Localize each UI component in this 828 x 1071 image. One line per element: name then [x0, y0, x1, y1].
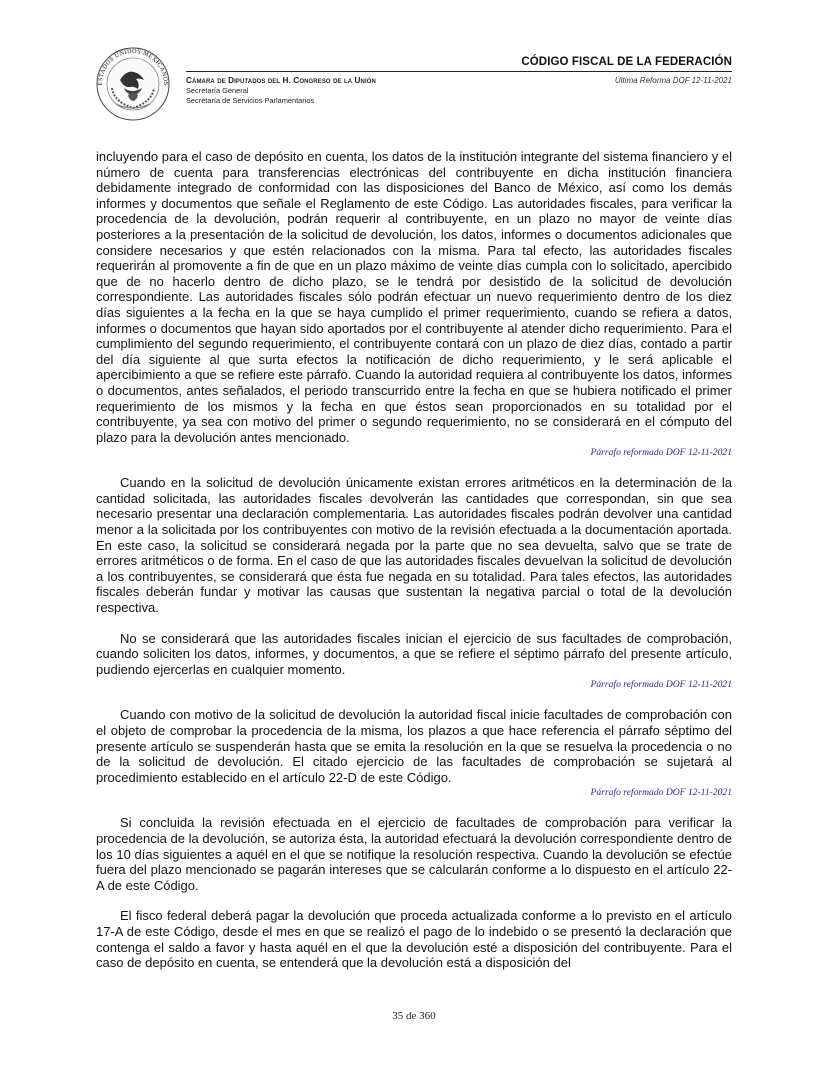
document-title: CÓDIGO FISCAL DE LA FEDERACIÓN [521, 56, 732, 68]
paragraph: incluyendo para el caso de depósito en cuenta, los datos de la institución integrante del sistema financiero y el número de cuenta para transferencias electrónicas del contribuyente en dicha institución financiera debidamente integrado de conformidad con las disposiciones del Banco de México, así como los demás informes y documentos que señale el Reglamento de este Código. Las autoridades fiscales, para verificar la procedencia de la devolución, podrán requerir al contribuyente, en un plazo no mayor de veinte días posteriores a la presentación de la solicitud de devolución, los datos, informes o documentos adicionales que considere necesarios y que estén relacionados con la misma. Para tal efecto, las autoridades fiscales requerirán al promovente a fin de que en un plazo máximo de veinte días cumpla con lo solicitado, apercibido que de no hacerlo dentro de dicho plazo, se le tendrá por desistido de la solicitud de devolución correspondiente. Las autoridades fiscales sólo podrán efectuar un nuevo requerimiento dentro de los diez días siguientes a la fecha en la que se haya cumplido el primer requerimiento, cuando se refiera a datos, informes o documentos que hayan sido aportados por el contribuyente al atender dicho requerimiento. Para el cumplimiento del segundo requerimiento, el contribuyente contará con un plazo de diez días, contado a partir del día siguiente al que surta efectos la notificación de dicho requerimiento, y le será aplicable el apercibimiento a que se refiere este párrafo. Cuando la autoridad requiera al contribuyente los datos, informes o documentos, antes señalados, el periodo transcurrido entre la fecha en que se hubiera notificado el primer requerimiento de los mismos y la fecha en que éstos sean proporcionados en su totalidad por el contribuyente, ya sea con motivo del primer o segundo requerimiento, no se considerará en el cómputo del plazo para la devolución antes mencionado. [96, 149, 732, 445]
paragraph: Cuando con motivo de la solicitud de devolución la autoridad fiscal inicie facultades de comprobación con el objeto de comprobar la procedencia de la misma, los plazos a que hace referencia el párrafo séptimo del presente artículo se suspenderán hasta que se emita la resolución en la que se resuelva la procedencia o no de la solicitud de devolución. El citado ejercicio de las facultades de comprobación se sujetará al procedimiento establecido en el artículo 22-D de este Código. [96, 707, 732, 785]
document-body [96, 149, 732, 971]
header-divider [186, 71, 732, 72]
reform-note: Párrafo reformado DOF 12-11-2021 [590, 447, 732, 459]
paragraph: No se considerará que las autoridades fiscales inician el ejercicio de sus facultades de comprobación, cuando soliciten los datos, informes, y documentos, a que se refiere el séptimo párrafo del presente artículo, pudiendo ejercerlas en cualquier momento. [96, 630, 732, 677]
page-number: 35 de 360 [392, 1010, 436, 1022]
department-parliamentary-services: Secretaría de Servicios Parlamentarios [186, 96, 315, 105]
svg-text:ESTADOS UNIDOS MEXICANOS: ESTADOS UNIDOS MEXICANOS [96, 47, 170, 86]
reform-note: Párrafo reformado DOF 12-11-2021 [590, 679, 732, 691]
paragraph: Si concluida la revisión efectuada en el ejercicio de facultades de comprobación para verificar la procedencia de la devolución, se autoriza ésta, la autoridad efectuará la devolución correspondiente dentro de los 10 días siguientes a aquél en el que se notifique la resolución respectiva. Cuando la devolución se efectúe fuera del plazo mencionado se pagarán intereses que se calcularán conforme a lo dispuesto en el artículo 22-A de este Código. [96, 815, 732, 893]
coat-of-arms-seal-icon [94, 44, 172, 122]
reform-note: Párrafo reformado DOF 12-11-2021 [590, 787, 732, 799]
department-general: Secretaría General [186, 86, 249, 95]
issuing-body [186, 76, 376, 106]
paragraph: El fisco federal deberá pagar la devolución que proceda actualizada conforme a lo previsto en el artículo 17-A de este Código, desde el mes en que se realizó el pago de lo indebido o se presentó la declaración que contenga el saldo a favor y hasta aquél en el que la devolución esté a disposición del contribuyente. Para el caso de depósito en cuenta, se entenderá que la devolución está a disposición del [96, 908, 732, 971]
chamber-name: Cámara de Diputados del H. Congreso de la Unión [186, 76, 376, 85]
last-reform-date: Última Reforma DOF 12-11-2021 [614, 76, 732, 85]
paragraph: Cuando en la solicitud de devolución únicamente existan errores aritméticos en la determinación de la cantidad solicitada, las autoridades fiscales devolverán las cantidades que correspondan, sin que sea necesario presentar una declaración complementaria. Las autoridades fiscales podrán devolver una cantidad menor a la solicitada por los contribuyentes con motivo de la revisión efectuada a la documentación aportada. En este caso, la solicitud se considerará negada por la parte que no sea devuelta, salvo que se trate de errores aritméticos o de forma. En el caso de que las autoridades fiscales devuelvan la solicitud de devolución a los contribuyentes, se considerará que ésta fue negada en su totalidad. Para tales efectos, las autoridades fiscales deberán fundar y motivar las causas que sustentan la negativa parcial o total de la devolución respectiva. [96, 475, 732, 616]
